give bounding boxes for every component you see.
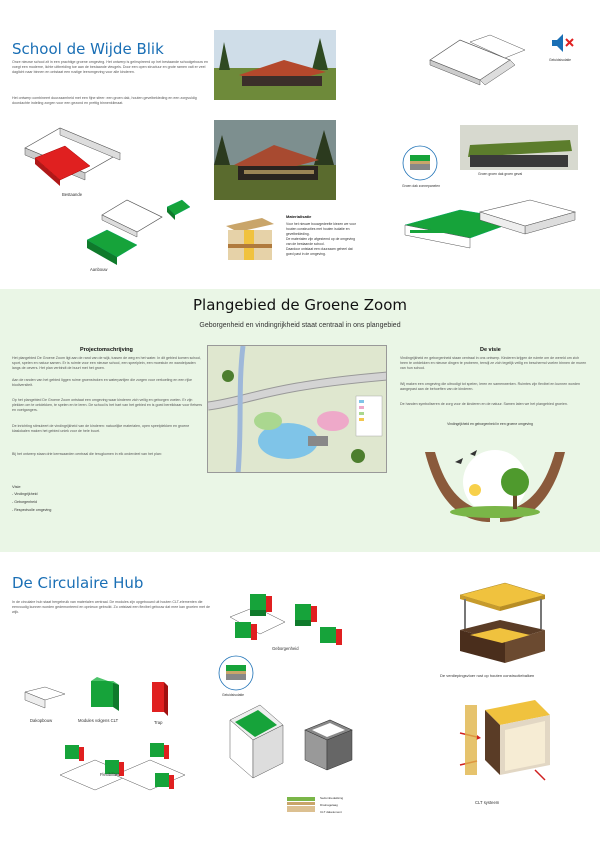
layer-item: Drainagelaag — [320, 803, 338, 807]
clt-system-render — [445, 685, 560, 785]
label-sound-s3: Geluidsisolatie — [222, 693, 245, 697]
green-roof-model — [400, 190, 580, 262]
left-p2: Aan de randen van het gebied liggen ruime groenstroken en waterpartijen die zorgen voor verkoeling en een rijke biodiversiteit. — [12, 378, 193, 388]
roof-label-1: Groen dak zonnepanelen — [402, 184, 441, 188]
grey-module-box — [300, 715, 356, 775]
school-render-evening — [214, 120, 336, 200]
label-flexibiliteit: Flexibiliteit — [100, 772, 120, 777]
left-p1: Het plangebied De Groene Zoom ligt aan de rand van de wijk, tussen de weg en het water. In dit gebied komen school, sport, spelen en natuur samen. Er is ruimte voor een nieuwe school, een speelplein, een moestuin en wandelpaden langs de oevers. Het plan verbindt de buurt met het groen. — [12, 356, 201, 371]
roof-diagram — [420, 30, 540, 92]
detail-line: goed past in de omgeving. — [286, 252, 326, 256]
label-bestaand: Bestaande — [62, 192, 83, 197]
sound-detail-circle — [218, 655, 254, 691]
layer-item: CLT dakelement — [320, 810, 342, 814]
school-render-day — [214, 30, 336, 100]
sound-label: Geluidsisolatie — [549, 58, 572, 62]
illustration-caption: Vindingrijkheid en geborgenheid in een groene omgeving — [447, 422, 533, 426]
value-item: - Vindingrijkheid — [12, 492, 38, 496]
dakopbouw-element — [20, 682, 70, 714]
green-floor-block — [225, 700, 285, 782]
value-item: - Respectvolle omgeving — [12, 508, 52, 512]
roof-label-2: Groen groen dak groen geval — [478, 172, 523, 176]
detail-line: Voor het nieuwe bouwgedeelte kiezen we voor — [286, 222, 356, 226]
section3-intro: In de circulaire hub staat hergebruik van materialen centraal. De modules zijn opgebouwd uit houten CLT-elementen die eenvoudig kunnen worden gedemonteerd en opnieuw gebruikt. Zo ontstaat een flexibel gebouw dat mee kan groeien met de wijk. — [12, 600, 210, 615]
label-clt-system: CLT systeem — [475, 800, 500, 805]
detail-line: van de bestaande school. — [286, 242, 325, 246]
right-p3: De handen symboliseren de zorg voor de kinderen en de natuur. Samen laten we het plangebied groeien. — [400, 402, 568, 406]
speaker-mute-icon — [548, 30, 578, 58]
left-column-head: Projectomschrijving — [80, 347, 133, 353]
left-p3: Op het plangebied De Groene Zoom ontstaat een omgeving waar kinderen zich veilig en geborgen voelen. Er zijn plekken om te ontdekken, te spelen en te leren. De school is het hart van het gebied en is goed bereikbaar voor fietsers en voetgangers. — [12, 398, 202, 413]
detail-title: Materialisatie — [286, 214, 312, 219]
flexibility-modules-diagram — [55, 735, 190, 800]
section2-subtitle: Geborgenheid en vindingrijkheid staat centraal in ons plangebied — [199, 322, 401, 329]
detail-line: houten constructies met houten isolatie en — [286, 227, 350, 231]
hands-nature-illustration — [415, 432, 575, 532]
site-plan-map — [207, 345, 387, 473]
geborgenheid-modules-diagram — [225, 582, 350, 652]
label-construction: De verdiepingsvloer rust op houten constructiebalken — [440, 673, 535, 678]
section1-title: School de Wijde Blik — [12, 40, 164, 58]
existing-building-diagram — [20, 118, 130, 188]
right-column-head: De visie — [480, 347, 501, 353]
construction-render — [450, 575, 550, 670]
wall-detail-render — [222, 214, 278, 268]
section3-title: De Circulaire Hub — [12, 574, 144, 592]
label-clt-modules: Modules volgens CLT — [78, 718, 119, 723]
section2-title: Plangebied de Groene Zoom — [193, 296, 407, 314]
new-building-diagram — [82, 195, 192, 270]
clt-module-element — [85, 675, 125, 715]
left-p5: Bij het ontwerp staan drie kernwaarden centraal die terugkomen in elk onderdeel van het plan: — [12, 452, 162, 456]
detail-line: De materialen zijn afgestemd op de omgeving — [286, 237, 355, 241]
values-head: Visie — [12, 484, 21, 489]
label-geborgenheid: Geborgenheid — [272, 646, 299, 651]
right-p2: Wij maken een omgeving die uitnodigt tot spelen, leren en samenwerken. Ruimtes zijn flexibel en kunnen worden aangepast aan de behoeften van de kinderen. — [400, 382, 580, 392]
detail-list — [286, 222, 376, 257]
label-nieuw: Aanbouw — [90, 267, 108, 272]
section1-intro: Onze nieuwe school zit in een prachtige groene omgeving. Het ontwerp is geïnspireerd op het bestaande schoolgebouw en voegt een moderne, lichte uitbreiding toe aan de bestaande vleugels. Door een open structuur en grote ramen valt er veel daglicht naar binnen en ontstaat een rustige leeromgeving voor alle kinderen. — [12, 60, 208, 75]
detail-line: gevelbekleding. — [286, 232, 310, 236]
green-roof-photo — [460, 125, 578, 170]
layer-item: Sedumbedekking — [320, 796, 344, 800]
detail-line: Daardoor ontstaat een duurzaam geheel dat — [286, 247, 353, 251]
left-p4: De inrichting stimuleert de vindingrijkheid van de kinderen: natuurlijke materialen, open speelplekken en groene klaslokalen maken het gebied uniek voor de hele buurt. — [12, 424, 190, 434]
label-dakopbouw: Dakopbouw — [30, 718, 53, 723]
wall-section-detail — [402, 145, 438, 181]
label-trap: Trap — [154, 720, 163, 725]
value-item: - Geborgenheid — [12, 500, 37, 504]
roof-layers-detail — [285, 795, 317, 817]
section1-text2: Het ontwerp combineert duurzaamheid met een fijne sfeer: een groen dak, houten gevelbekleding en een zorgvuldig doordachte indeling zorgen voor een gezond en prettig binnenklimaat. — [12, 96, 197, 106]
right-p1: Vindingrijkheid en geborgenheid staan centraal in ons ontwerp. Kinderen krijgen de ruimte om de wereld om zich heen te ontdekken en nieuwe dingen te proberen, terwijl ze zich tegelijk veilig en beschermd voelen binnen de muren van hun school. — [400, 356, 587, 371]
trap-element — [148, 678, 172, 718]
